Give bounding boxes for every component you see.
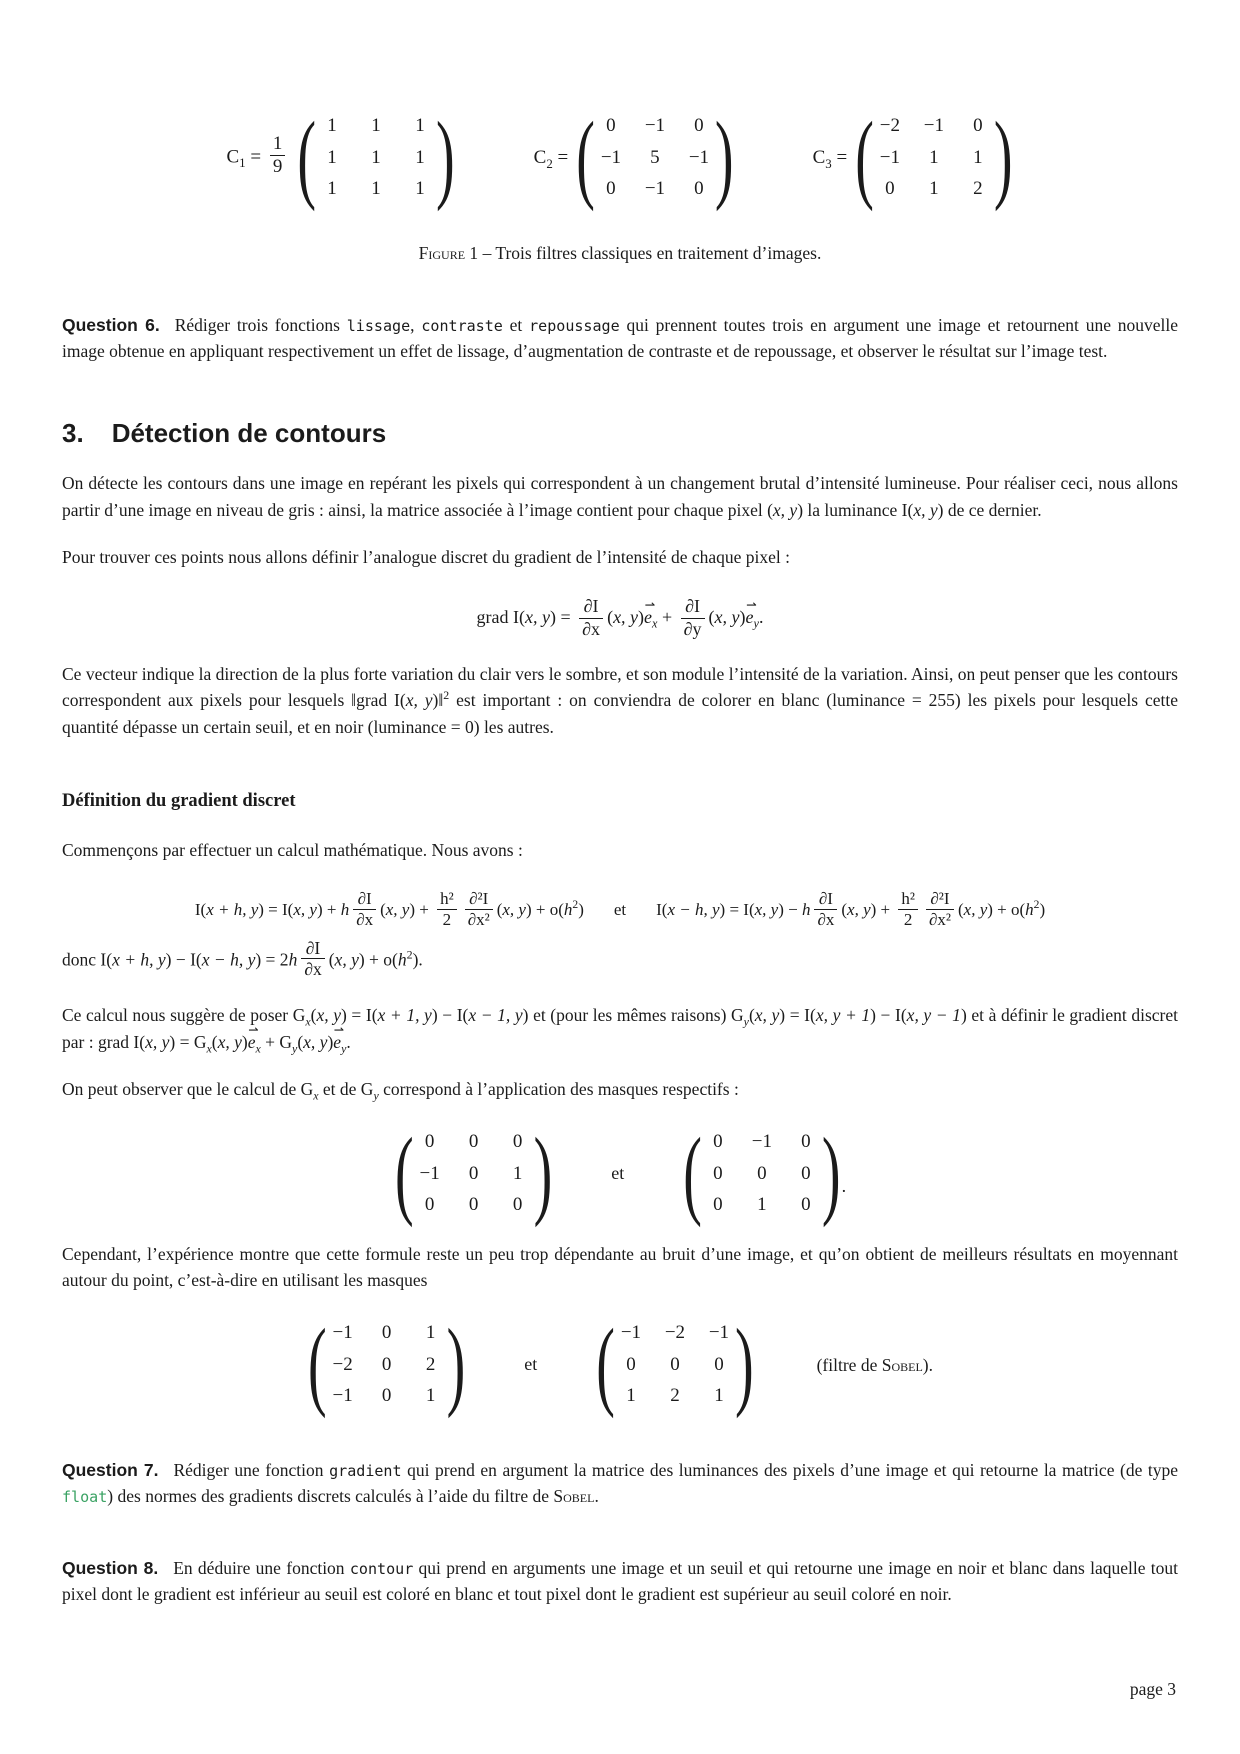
- figure-caption-text: – Trois filtres classiques en traitement d’images.: [478, 242, 822, 263]
- mask-gy: [682, 1118, 841, 1229]
- sobel-separator: et: [524, 1354, 538, 1375]
- right-paren: ): [993, 102, 1013, 213]
- matrix-c3-body: [854, 102, 1013, 213]
- matrix-c1-body: [296, 102, 455, 213]
- subheading-gradient-discret: Définition du gradient discret: [62, 790, 296, 811]
- left-paren: (: [576, 102, 595, 213]
- para-masques-lead: On peut observer que le calcul de $G_x$ et de $G_y$ correspond à l’application des masques respectifs :: [62, 1078, 739, 1103]
- figure-caption: [62, 240, 1178, 266]
- left-paren: (: [855, 102, 874, 213]
- masks-separator: et: [611, 1163, 625, 1184]
- sobel-display: [62, 1309, 1178, 1420]
- question-7-text: Rédiger une fonction gradient qui prend en argument la matrice des luminances des pixels d’une image et qui retourne la matrice (de type float) des normes des gradients discrets calculés à l’aide du filtre de Sobel.: [62, 1459, 1179, 1506]
- section-number: 3.: [62, 418, 84, 449]
- para-calcul-lead: Commençons par effectuer un calcul mathématique. Nous avons :: [62, 839, 523, 860]
- matrix-c2-grid: 0 −1 0 −1 5 −1 0 −1 0: [600, 115, 710, 199]
- section-heading: [62, 418, 1178, 449]
- left-paren: (: [683, 1118, 702, 1229]
- question-7-label: Question 7.: [62, 1459, 159, 1480]
- page-number: page 3: [1129, 1678, 1176, 1699]
- question-7: [62, 1457, 1178, 1510]
- equation-gradient: grad I(x, y) = $\frac{\partial I}{\partial x}$ (x, y) ⇀ $e_x$ + $\frac{\partial I}{\partial y}$ (x, y) ⇀ $e_y$.: [476, 596, 764, 639]
- left-paren: (: [596, 1309, 615, 1420]
- right-paren: ): [821, 1118, 841, 1229]
- matrix-c2-label: $C_2$ =: [533, 146, 569, 171]
- para-suggere-poser: Ce calcul nous suggère de poser $G_x(x$, y) = I(x + 1, y) − I(x − 1, y) et (pour les mêmes raisons) $G_y(x$, y) = I(x, y + 1) − I(x, y − 1) et à définir le gradient discret par : grad I(x, $y) = G_x(x$, y) ⇀ $e_x + G_y(x$, y) ⇀ $e_y$.: [62, 1005, 1179, 1056]
- right-paren: ): [446, 1309, 466, 1420]
- figure-matrices-row: [62, 102, 1178, 213]
- matrix-c3: [812, 102, 1014, 213]
- figure-caption-label: Figure 1: [418, 242, 479, 263]
- equation-taylor: I(x + h, y) = I(x, y) + h $\frac{\partial I}{\partial x}$ (x, y) + $\frac{\text{h²}}{2}$ $\frac{\text{∂²I}}{\text{∂x²}}$ (x, $y) + o(h^2)$ et I(x − h, y) = I(x, y) − h $\frac{\partial I}{\partial x}$ (x, y) + $\frac{\text{h²}}{2}$ $\frac{\text{∂²I}}{\text{∂x²}}$ (x, $y) + o(h^2)$: [194, 888, 1046, 930]
- matrix-c2: [533, 102, 735, 213]
- sobel-gy-grid: −1 −2 −1 0 0 0 1 2 1: [620, 1322, 730, 1407]
- right-paren: ): [714, 102, 734, 213]
- question-8-text: En déduire une fonction contour qui prend en arguments une image et un seuil et qui retourne une image en noir et blanc dans laquelle tout pixel dont le gradient est inférieur au seuil est coloré en blanc et tout pixel dont le gradient est supérieur au seuil coloré en noir.: [62, 1558, 1178, 1605]
- matrix-c1-label: $C_1$ = $\frac{1}{9}$: [226, 136, 289, 180]
- matrix-c1: [226, 102, 455, 213]
- sobel-gx-grid: −1 0 1 −2 0 2 −1 0 1: [332, 1322, 436, 1407]
- sobel-note: (filtre de Sobel).: [816, 1354, 933, 1375]
- para-vector-explain: Ce vecteur indique la direction de la plus forte variation du clair vers le sombre, et son module l’intensité de la variation. Ainsi, on peut penser que les contours correspondent aux pixels pour lesquels ‖grad I(x, y)‖$^2$ est important : on conviendra de colorer en blanc (luminance = 255) les pixels pour lesquels cette quantité dépasse un certain seuil, et en noir (luminance = 0) les autres.: [62, 664, 1178, 737]
- matrix-c3-label: $C_3$ =: [812, 146, 848, 171]
- question-6: [62, 312, 1178, 365]
- left-paren: (: [297, 102, 316, 213]
- mask-gy-grid: 0 −1 0 0 0 0 0 1 0: [713, 1131, 811, 1216]
- masks-period: .: [841, 1176, 847, 1197]
- mask-gx: [394, 1118, 553, 1229]
- mask-gx-grid: 0 0 0 −1 0 1 0 0 0: [419, 1131, 523, 1216]
- left-paren: (: [394, 1118, 414, 1229]
- matrix-c2-body: [575, 102, 734, 213]
- sobel-gy: [595, 1309, 754, 1420]
- question-8-label: Question 8.: [62, 1558, 159, 1579]
- masks-display: [62, 1118, 1178, 1229]
- question-6-label: Question 6.: [62, 314, 160, 335]
- question-6-text: Rédiger trois fonctions lissage, contraste et repoussage qui prennent toutes trois en argument une image et retournent une nouvelle image obtenue en appliquant respectivement un effet de lissage, d’augmentation de contraste et de repoussage, et observer le résultat sur l’image test.: [62, 314, 1179, 361]
- question-8: [62, 1555, 1178, 1608]
- para-cependant: Cependant, l’expérience montre que cette formule reste un peu trop dépendante au bruit d’une image, et qu’on obtient de meilleurs résultats en moyennant autour du point, c’est-à-dire en utilisant les masques: [62, 1243, 1178, 1290]
- para-intro-contours: On détecte les contours dans une image en repérant les pixels qui correspondent à un changement brutal d’intensité lumineuse. Pour réaliser ceci, nous allons partir d’une image en niveau de gris : ainsi, la matrice associée à l’image contient pour chaque pixel (x, y) la luminance I(x, y) de ce dernier.: [62, 473, 1178, 520]
- right-paren: ): [533, 1118, 553, 1229]
- sobel-gx: [307, 1309, 466, 1420]
- matrix-c3-grid: −2 −1 0 −1 1 1 0 1 2: [879, 115, 983, 199]
- para-gradient-lead: Pour trouver ces points nous allons définir l’analogue discret du gradient de l’intensité de chaque pixel :: [62, 546, 790, 567]
- left-paren: (: [307, 1309, 327, 1420]
- right-paren: ): [734, 1309, 754, 1420]
- matrix-c1-grid: 1 1 1 1 1 1 1 1 1: [327, 115, 425, 199]
- section-title: Détection de contours: [111, 418, 387, 449]
- right-paren: ): [436, 102, 455, 213]
- para-donc: donc I(x + h, y) − I(x − h, y) = 2h $\frac{\partial I}{\partial x}$ (x, $y) + o(h^2)$.: [62, 937, 423, 980]
